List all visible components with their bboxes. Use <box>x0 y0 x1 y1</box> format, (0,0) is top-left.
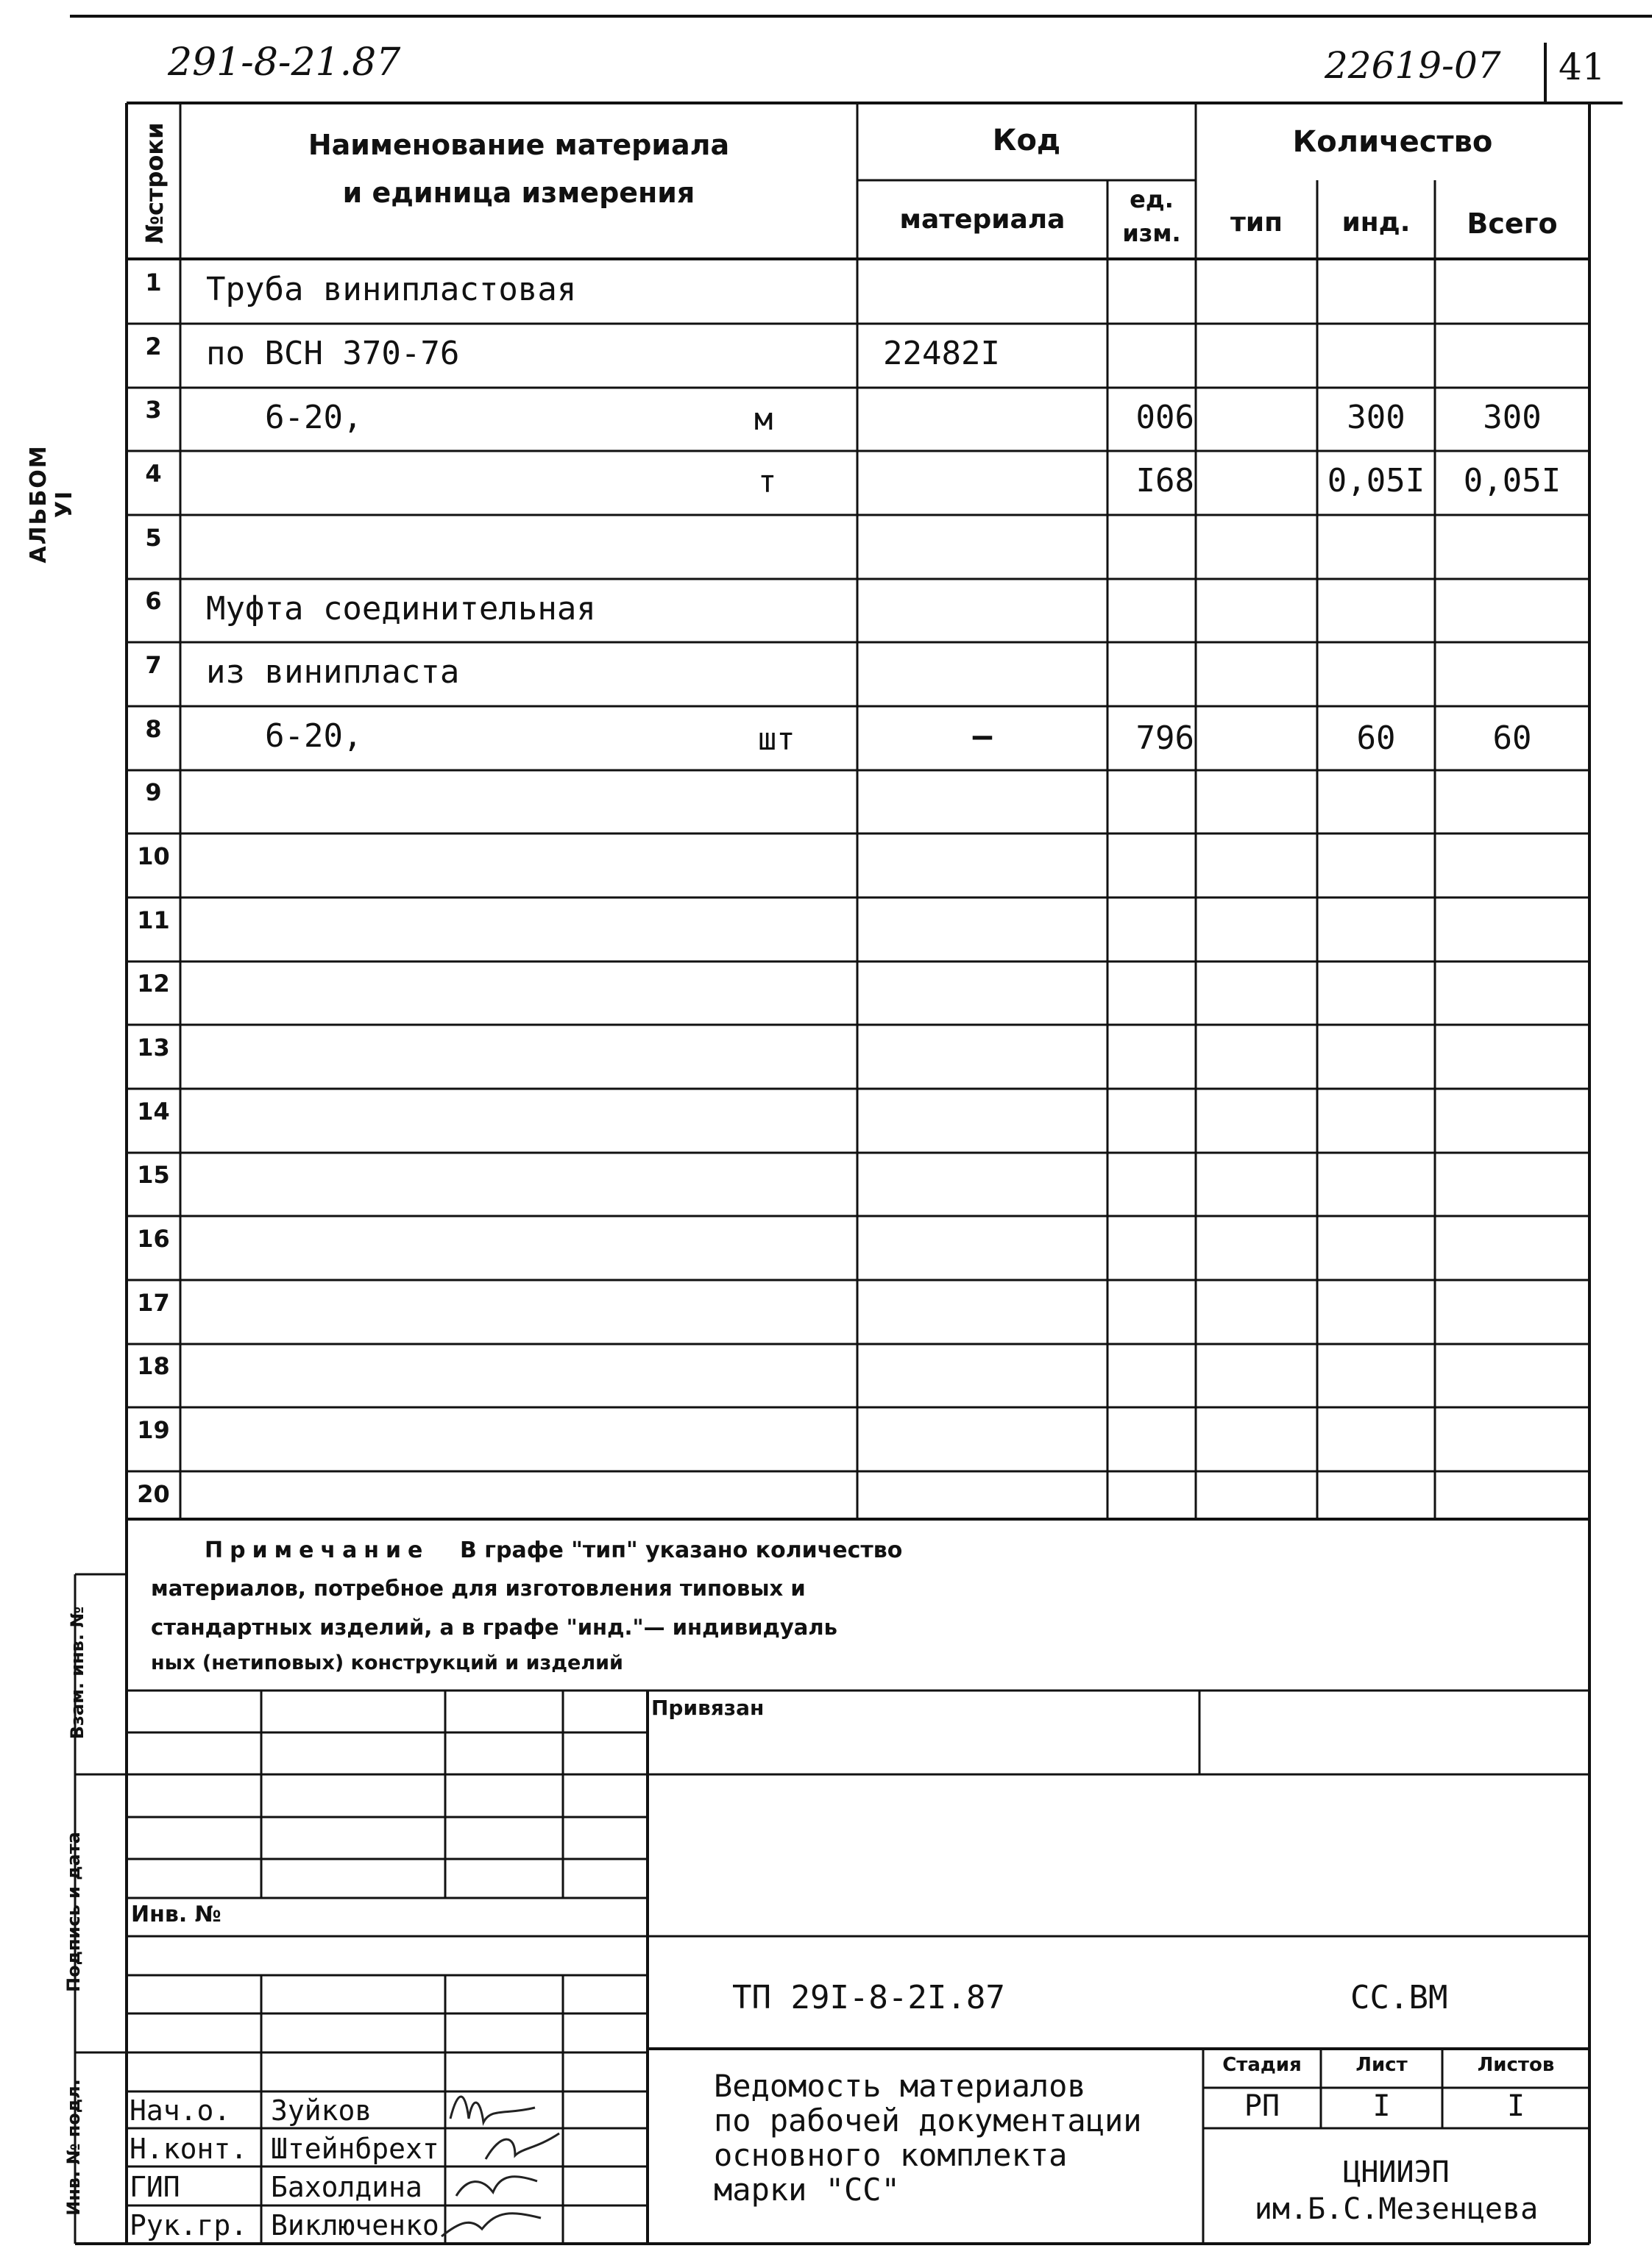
material-unit: м <box>754 401 773 437</box>
privyazan-label: Привязан <box>651 1696 765 1720</box>
handwritten-code: 22619-07 <box>1325 44 1501 87</box>
quantity-ind: 0,05I <box>1327 462 1425 500</box>
material-unit: шт <box>758 721 795 757</box>
col-code-unit-header-2: изм. <box>1122 219 1181 247</box>
title-line-1: Ведомость материалов <box>714 2068 1086 2104</box>
title-line-4: марки "СС" <box>714 2172 900 2208</box>
row-number: 6 <box>145 587 162 615</box>
row-number: 16 <box>137 1225 170 1253</box>
unit-code: I68 <box>1135 462 1194 500</box>
sheet-number: 41 <box>1559 46 1606 88</box>
col-code-unit-header-1: ед. <box>1130 185 1174 213</box>
material-name: Муфта соединительная <box>206 590 596 628</box>
sheets-value: I <box>1506 2089 1525 2123</box>
note-line-1: В графе "тип" указано количество <box>460 1538 903 1563</box>
title-line-3: основного комплекта <box>714 2137 1068 2173</box>
note-line-2: материалов, потребное для изготовления типовых и <box>151 1576 806 1601</box>
row-number: 9 <box>145 778 162 806</box>
sheet-label: Лист <box>1355 2054 1408 2076</box>
signature-name: Зуйков <box>271 2094 372 2127</box>
note-line-3: стандартных изделий, а в графе "инд."— индивидуаль <box>151 1615 837 1640</box>
inv-number-label: Инв. № <box>131 1902 221 1927</box>
row-number: 17 <box>137 1289 170 1317</box>
row-number: 4 <box>145 460 162 488</box>
title-block-mark: СС.ВМ <box>1350 1979 1448 2016</box>
col-name-header-line2: и единица измерения <box>342 177 695 209</box>
material-code: – <box>972 717 993 755</box>
signature-role: Нач.о. <box>130 2094 231 2127</box>
row-number: 15 <box>137 1161 170 1189</box>
sheets-label: Листов <box>1477 2054 1555 2076</box>
col-row-number-header: №строки <box>141 122 169 244</box>
sheet-value: I <box>1372 2089 1391 2123</box>
material-name: 6-20, <box>265 399 363 436</box>
note-line-4: ных (нетиповых) конструкций и изделий <box>151 1652 623 1674</box>
signature-role: Н.конт. <box>130 2133 248 2165</box>
signature-name: Виключенко <box>271 2209 439 2242</box>
signature-role: ГИП <box>130 2171 180 2203</box>
row-number: 14 <box>137 1098 170 1126</box>
quantity-total: 300 <box>1483 399 1542 436</box>
stage-value: РП <box>1244 2089 1280 2123</box>
material-code: 22482I <box>883 335 1000 372</box>
row-number: 20 <box>137 1480 170 1508</box>
quantity-total: 60 <box>1492 719 1532 757</box>
row-number: 10 <box>137 842 170 870</box>
col-qty-ind-header: инд. <box>1341 207 1411 238</box>
material-name: 6-20, <box>265 717 363 755</box>
side-label-inv-podl: Инв. № подл. <box>63 2079 84 2216</box>
row-number: 11 <box>137 906 170 934</box>
title-line-2: по рабочей документации <box>714 2102 1142 2139</box>
col-name-header-line1: Наименование материала <box>308 129 730 161</box>
side-label-vzam: Взам. инв. № <box>67 1606 88 1740</box>
row-number: 18 <box>137 1352 170 1380</box>
row-number: 1 <box>145 269 162 296</box>
col-qty-total-header: Всего <box>1467 207 1558 240</box>
side-label-podpis: Подпись и дата <box>63 1832 84 1992</box>
material-unit: т <box>758 463 777 500</box>
quantity-ind: 60 <box>1356 719 1396 757</box>
quantity-ind: 300 <box>1347 399 1405 436</box>
material-name: по ВСН 370-76 <box>206 335 460 372</box>
row-number: 19 <box>137 1416 170 1444</box>
quantity-total: 0,05I <box>1463 462 1561 500</box>
album-label: АЛЬБОМ УI <box>26 444 77 564</box>
col-quantity-header: Количество <box>1292 125 1493 159</box>
row-number: 3 <box>145 396 162 424</box>
organization-line-1: ЦНИИЭП <box>1343 2155 1450 2189</box>
unit-code: 796 <box>1135 719 1194 757</box>
row-number: 13 <box>137 1034 170 1062</box>
material-name: из винипласта <box>206 653 460 691</box>
material-name: Труба винипластовая <box>206 271 577 308</box>
row-number: 7 <box>145 651 162 679</box>
note-label: Примечание <box>205 1538 430 1563</box>
unit-code: 006 <box>1135 399 1194 436</box>
row-number: 8 <box>145 715 162 743</box>
signature-role: Рук.гр. <box>130 2209 248 2242</box>
title-block-doc-code: ТП 29I-8-2I.87 <box>732 1979 1005 2016</box>
row-number: 12 <box>137 970 170 998</box>
col-code-header: Код <box>992 124 1061 157</box>
row-number: 5 <box>145 524 162 552</box>
signature-name: Штейнбрехт <box>271 2133 439 2165</box>
stage-label: Стадия <box>1222 2054 1302 2076</box>
col-qty-type-header: тип <box>1230 207 1283 238</box>
organization-line-2: им.Б.С.Мезенцева <box>1254 2192 1539 2226</box>
row-number: 2 <box>145 333 162 360</box>
col-code-material-header: материала <box>899 205 1066 235</box>
signature-name: Бахолдина <box>271 2171 422 2203</box>
handwritten-doc-number: 291-8-21.87 <box>168 40 401 85</box>
